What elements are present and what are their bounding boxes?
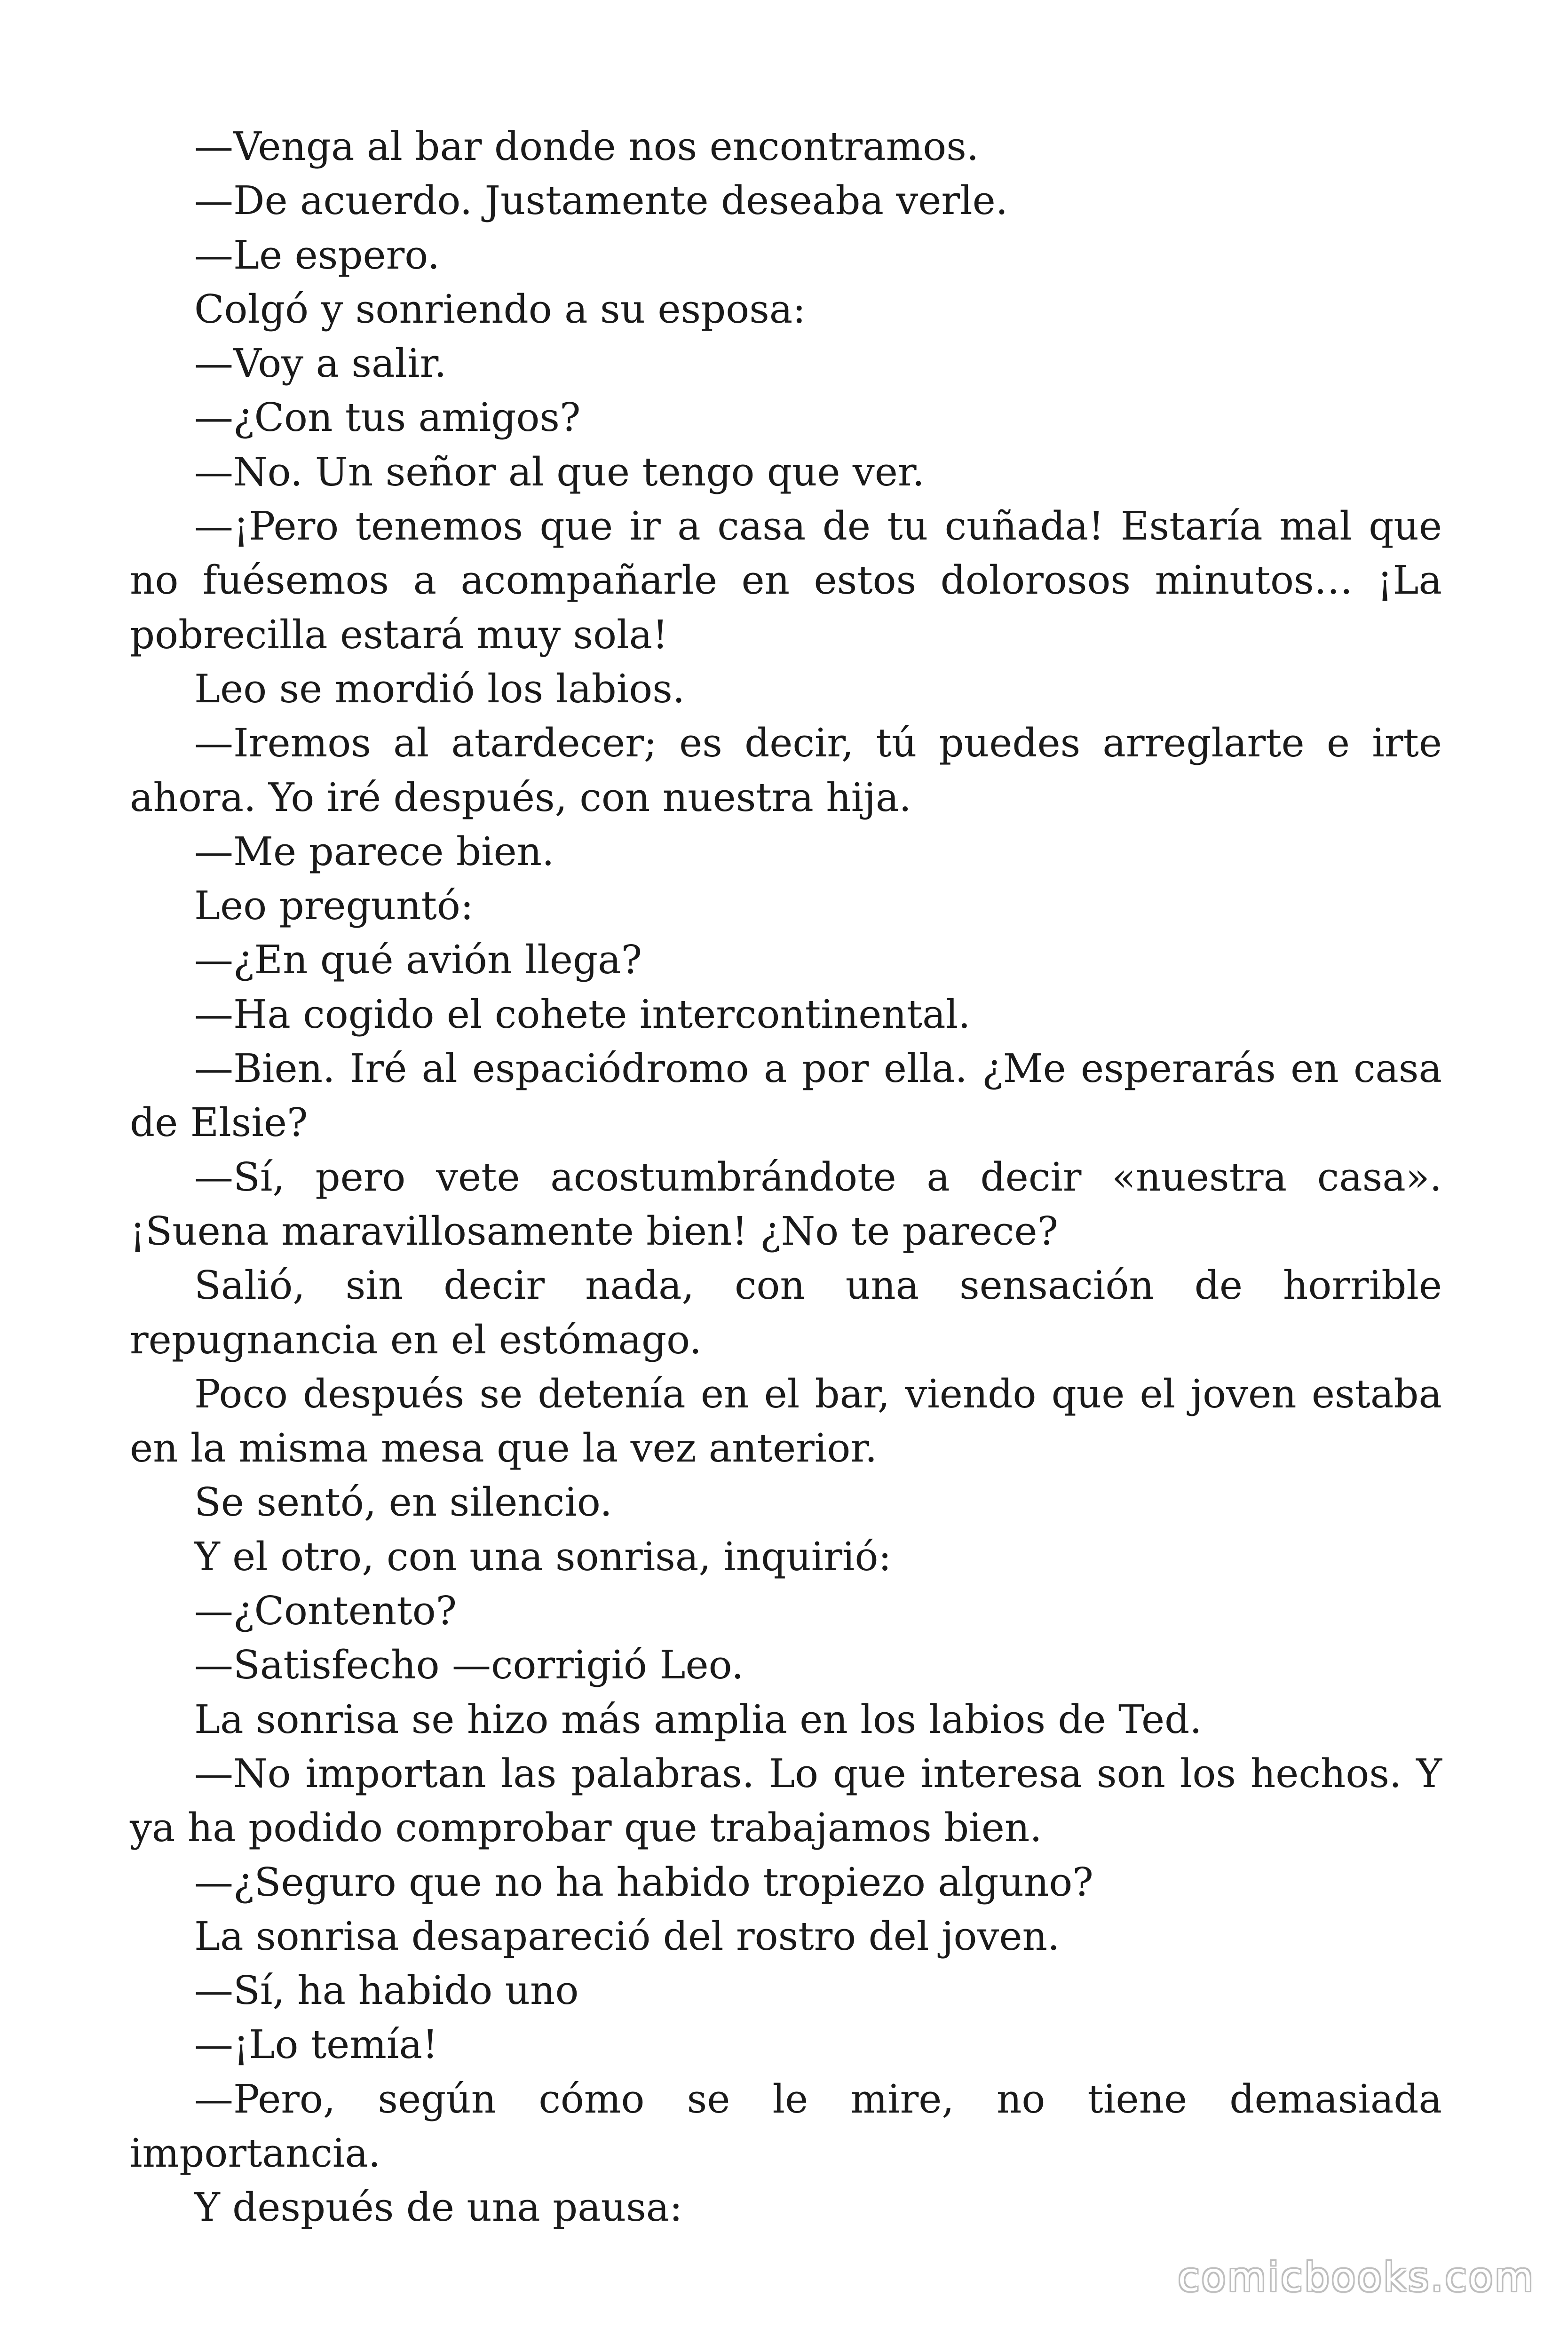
paragraph: —Voy a salir.	[194, 341, 447, 387]
paragraph: Y el otro, con una sonrisa, inquirió:	[194, 1534, 892, 1580]
paragraph: —¿En qué avión llega?	[194, 937, 642, 983]
paragraph: —Iremos al atardecer; es decir, tú puedes arreglarte e irte ahora. Yo iré después, con nuestra hija.	[130, 720, 1442, 820]
paragraph: —Pero, según cómo se le mire, no tiene demasiada importancia.	[130, 2076, 1442, 2176]
paragraph: —No importan las palabras. Lo que interesa son los hechos. Y ya ha podido comprobar que trabajamos bien.	[130, 1750, 1442, 1851]
paragraph: —No. Un señor al que tengo que ver.	[194, 449, 925, 495]
paragraph: —Bien. Iré al espaciódromo a por ella. ¿Me esperarás en casa de Elsie?	[130, 1046, 1442, 1146]
paragraph: Y después de una pausa:	[194, 2185, 683, 2231]
paragraph: —Venga al bar donde nos encontramos.	[194, 124, 979, 169]
paragraph: —Ha cogido el cohete intercontinental.	[194, 991, 971, 1037]
paragraph: —Satisfecho —corrigió Leo.	[194, 1642, 744, 1688]
paragraph: Salió, sin decir nada, con una sensación de horrible repugnancia en el estómago.	[130, 1263, 1442, 1363]
paragraph: Se sentó, en silencio.	[194, 1479, 612, 1526]
paragraph: —¿Con tus amigos?	[194, 395, 581, 441]
paragraph: La sonrisa desapareció del rostro del joven.	[194, 1913, 1060, 1959]
paragraph: —¿Contento?	[194, 1588, 457, 1634]
paragraph: Leo preguntó:	[194, 883, 474, 929]
paragraph: —Le espero.	[194, 232, 440, 278]
paragraph: —¡Pero tenemos que ir a casa de tu cuñada! Estaría mal que no fuésemos a acompañarle en estos dolorosos minutos… ¡La pobrecilla estará muy sola!	[130, 503, 1442, 658]
paragraph: La sonrisa se hizo más amplia en los labios de Ted.	[194, 1696, 1202, 1742]
paragraph: —Me parece bien.	[194, 828, 554, 874]
paragraph: Leo se mordió los labios.	[194, 666, 685, 712]
paragraph: —¿Seguro que no ha habido tropiezo alguno?	[194, 1859, 1093, 1905]
paragraph: Colgó y sonriendo a su esposa:	[194, 286, 806, 332]
paragraph: —¡Lo temía!	[194, 2022, 438, 2068]
paragraph: Poco después se detenía en el bar, viendo que el joven estaba en la misma mesa que la vez anterior.	[130, 1371, 1442, 1471]
page-text	[130, 119, 1442, 2235]
paragraph: —Sí, ha habido uno	[194, 1968, 579, 2014]
paragraph: —De acuerdo. Justamente deseaba verle.	[194, 178, 1008, 224]
watermark: comicbooks.com	[1178, 2254, 1535, 2300]
paragraph: —Sí, pero vete acostumbrándote a decir «nuestra casa». ¡Suena maravillosamente bien! ¿No te parece?	[130, 1154, 1442, 1254]
